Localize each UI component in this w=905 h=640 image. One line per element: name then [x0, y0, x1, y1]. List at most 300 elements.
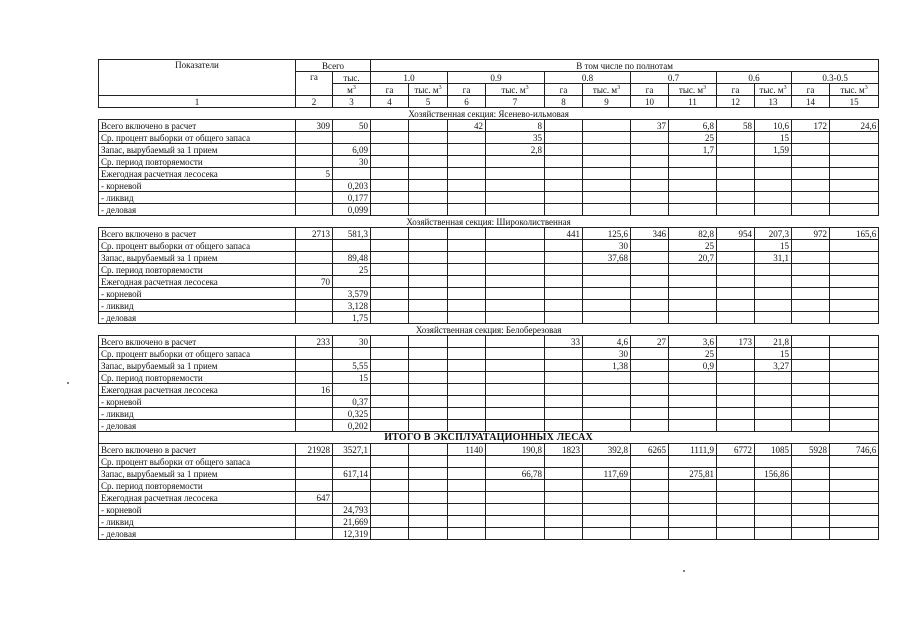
table-cell — [792, 372, 830, 384]
table-cell — [792, 504, 830, 516]
table-cell — [669, 300, 717, 312]
table-cell: 1111,9 — [669, 444, 717, 456]
row-label: Ср. период повторяемости — [99, 372, 296, 384]
table-cell — [631, 384, 669, 396]
table-cell — [371, 408, 409, 420]
table-cell — [371, 480, 409, 492]
table-cell — [755, 192, 792, 204]
table-cell: 3,128 — [333, 300, 371, 312]
table-cell — [545, 192, 583, 204]
table-row — [99, 528, 879, 540]
table-row — [99, 468, 879, 480]
table-cell — [792, 240, 830, 252]
table-cell — [448, 264, 486, 276]
table-cell — [448, 240, 486, 252]
density-header: 1.0 — [371, 72, 448, 84]
table-cell — [371, 492, 409, 504]
table-cell: 37 — [631, 120, 669, 132]
table-cell — [371, 372, 409, 384]
table-cell — [296, 504, 333, 516]
table-cell — [333, 168, 371, 180]
section-title-row — [99, 324, 879, 336]
table-cell — [792, 276, 830, 288]
table-cell — [830, 384, 879, 396]
table-cell: 2,8 — [486, 144, 545, 156]
table-cell — [545, 120, 583, 132]
table-cell — [296, 192, 333, 204]
table-cell — [583, 168, 631, 180]
table-cell — [792, 252, 830, 264]
table-cell — [631, 480, 669, 492]
table-cell — [486, 204, 545, 216]
table-cell — [830, 204, 879, 216]
table-cell — [545, 384, 583, 396]
row-label: Всего включено в расчет — [99, 444, 296, 456]
m3-text: м — [347, 84, 353, 95]
table-cell — [296, 132, 333, 144]
table-cell — [409, 168, 448, 180]
density-header: 0.8 — [545, 72, 631, 84]
table-cell — [545, 276, 583, 288]
table-row — [99, 120, 879, 132]
table-cell — [371, 168, 409, 180]
table-cell — [792, 204, 830, 216]
table-cell — [792, 396, 830, 408]
table-cell — [717, 492, 755, 504]
total-thousand-header: тыс. — [333, 72, 371, 84]
table-cell — [371, 504, 409, 516]
table-cell — [631, 264, 669, 276]
table-cell: 30 — [583, 240, 631, 252]
table-cell — [448, 480, 486, 492]
table-cell — [792, 132, 830, 144]
table-cell — [631, 360, 669, 372]
table-cell: 172 — [792, 120, 830, 132]
table-cell — [631, 396, 669, 408]
table-cell — [409, 192, 448, 204]
table-cell — [583, 492, 631, 504]
table-cell — [583, 456, 631, 468]
table-cell — [371, 336, 409, 348]
table-cell: 275,81 — [669, 468, 717, 480]
table-cell — [486, 408, 545, 420]
table-cell — [755, 312, 792, 324]
table-cell — [448, 156, 486, 168]
table-cell — [583, 156, 631, 168]
table-cell: 6265 — [631, 444, 669, 456]
table-cell — [669, 504, 717, 516]
table-cell — [409, 348, 448, 360]
table-cell: 70 — [296, 276, 333, 288]
table-cell — [792, 312, 830, 324]
table-cell — [486, 492, 545, 504]
table-cell — [669, 396, 717, 408]
column-number: 9 — [583, 96, 631, 108]
table-cell — [631, 240, 669, 252]
table-cell — [669, 456, 717, 468]
table-cell: 6772 — [717, 444, 755, 456]
section-title: ИТОГО В ЭКСПЛУАТАЦИОННЫХ ЛЕСАХ — [99, 432, 879, 444]
table-cell — [631, 276, 669, 288]
table-cell — [333, 348, 371, 360]
table-cell — [792, 516, 830, 528]
table-cell — [792, 156, 830, 168]
table-cell — [792, 168, 830, 180]
table-cell — [296, 300, 333, 312]
table-cell — [296, 516, 333, 528]
table-cell — [830, 336, 879, 348]
table-cell — [545, 504, 583, 516]
table-cell — [669, 180, 717, 192]
table-cell — [448, 300, 486, 312]
table-cell — [545, 300, 583, 312]
table-cell — [296, 156, 333, 168]
table-cell — [583, 528, 631, 540]
table-cell — [371, 348, 409, 360]
table-cell — [755, 372, 792, 384]
table-cell: 1823 — [545, 444, 583, 456]
table-cell — [717, 168, 755, 180]
total-header: Всего — [296, 60, 371, 72]
table-cell — [448, 360, 486, 372]
table-cell — [409, 300, 448, 312]
table-row — [99, 252, 879, 264]
table-cell — [792, 384, 830, 396]
table-cell — [669, 168, 717, 180]
table-cell — [371, 276, 409, 288]
table-cell — [669, 516, 717, 528]
table-row — [99, 504, 879, 516]
column-number: 15 — [830, 96, 879, 108]
table-cell — [296, 252, 333, 264]
table-cell — [545, 156, 583, 168]
sup3: 3 — [525, 84, 529, 91]
table-row — [99, 228, 879, 240]
table-cell — [448, 276, 486, 288]
table-cell — [631, 516, 669, 528]
row-label: Ежегодная расчетная лесосека — [99, 276, 296, 288]
table-cell — [631, 468, 669, 480]
table-cell — [545, 372, 583, 384]
table-cell — [486, 396, 545, 408]
table-cell — [755, 408, 792, 420]
table-cell — [486, 516, 545, 528]
table-cell — [448, 492, 486, 504]
table-cell — [448, 288, 486, 300]
table-cell — [486, 168, 545, 180]
column-number: 3 — [333, 96, 371, 108]
column-number: 7 — [486, 96, 545, 108]
table-row — [99, 480, 879, 492]
total-ha-header: га — [296, 72, 333, 96]
column-number: 12 — [717, 96, 755, 108]
table-cell — [792, 408, 830, 420]
table-cell — [830, 168, 879, 180]
table-cell — [631, 180, 669, 192]
column-number: 1 — [99, 96, 296, 108]
table-cell — [631, 252, 669, 264]
table-cell — [333, 132, 371, 144]
table-cell — [631, 312, 669, 324]
table-cell: 0,9 — [669, 360, 717, 372]
table-cell — [830, 156, 879, 168]
table-cell: 31,1 — [755, 252, 792, 264]
row-label: Ежегодная расчетная лесосека — [99, 384, 296, 396]
table-cell — [830, 456, 879, 468]
density-header: 0.9 — [448, 72, 545, 84]
table-cell — [631, 348, 669, 360]
table-cell — [669, 384, 717, 396]
table-row — [99, 408, 879, 420]
table-cell: 15 — [755, 240, 792, 252]
row-label: Ср. период повторяемости — [99, 264, 296, 276]
table-cell — [409, 228, 448, 240]
table-cell — [486, 264, 545, 276]
table-cell — [409, 480, 448, 492]
column-number: 11 — [669, 96, 717, 108]
table-cell — [830, 144, 879, 156]
table-cell — [486, 300, 545, 312]
table-cell: 1140 — [448, 444, 486, 456]
table-row — [99, 300, 879, 312]
table-cell — [583, 372, 631, 384]
table-cell — [448, 168, 486, 180]
table-row — [99, 144, 879, 156]
table-cell — [409, 336, 448, 348]
density-ha-header: га — [631, 84, 669, 96]
table-cell: 156,86 — [755, 468, 792, 480]
scan-speck — [67, 382, 69, 384]
table-cell — [830, 288, 879, 300]
table-cell: 173 — [717, 336, 755, 348]
table-cell: 125,6 — [583, 228, 631, 240]
table-cell — [631, 492, 669, 504]
table-cell — [717, 132, 755, 144]
table-cell — [631, 456, 669, 468]
table-row — [99, 204, 879, 216]
table-cell — [409, 456, 448, 468]
table-cell — [409, 516, 448, 528]
table-cell — [755, 516, 792, 528]
table-cell: 25 — [333, 264, 371, 276]
table-cell — [333, 384, 371, 396]
table-cell — [409, 360, 448, 372]
table-cell: 1,7 — [669, 144, 717, 156]
by-density-header: В том числе по полнотам — [371, 60, 879, 72]
table-cell — [371, 468, 409, 480]
table-cell — [717, 528, 755, 540]
table-row — [99, 348, 879, 360]
table-cell — [792, 348, 830, 360]
table-cell — [583, 180, 631, 192]
table-cell — [717, 204, 755, 216]
table-cell — [448, 336, 486, 348]
table-cell — [631, 528, 669, 540]
section-title-row — [99, 432, 879, 444]
table-cell — [545, 408, 583, 420]
table-cell — [669, 264, 717, 276]
table-cell — [545, 312, 583, 324]
table-cell — [830, 504, 879, 516]
table-cell — [717, 420, 755, 432]
table-cell — [669, 408, 717, 420]
table-cell — [486, 156, 545, 168]
table-cell — [448, 408, 486, 420]
table-cell: 746,6 — [830, 444, 879, 456]
section-title: Хозяйственная секция: Белоберезовая — [99, 324, 879, 336]
row-label: Ср. процент выборки от общего запаса — [99, 132, 296, 144]
table-cell: 117,69 — [583, 468, 631, 480]
table-cell — [371, 180, 409, 192]
row-label: Ср. процент выборки от общего запаса — [99, 348, 296, 360]
table-cell — [545, 168, 583, 180]
density-ha-header: га — [371, 84, 409, 96]
table-cell — [583, 408, 631, 420]
table-cell — [717, 288, 755, 300]
table-cell — [545, 144, 583, 156]
table-cell — [371, 156, 409, 168]
table-cell — [830, 516, 879, 528]
table-cell — [830, 408, 879, 420]
section-title: Хозяйственная секция: Широколиственная — [99, 216, 879, 228]
table-cell — [371, 456, 409, 468]
table-cell — [371, 360, 409, 372]
table-cell — [631, 156, 669, 168]
table-cell: 8 — [486, 120, 545, 132]
row-label: - корневой — [99, 504, 296, 516]
table-cell — [830, 468, 879, 480]
table-cell — [717, 192, 755, 204]
table-cell — [296, 420, 333, 432]
table-cell — [448, 420, 486, 432]
table-cell — [371, 420, 409, 432]
row-label: Всего включено в расчет — [99, 336, 296, 348]
table-cell — [448, 180, 486, 192]
scan-speck — [683, 570, 685, 572]
table-cell: 3,27 — [755, 360, 792, 372]
column-number: 8 — [545, 96, 583, 108]
table-cell: 1085 — [755, 444, 792, 456]
row-label: Ср. период повторяемости — [99, 156, 296, 168]
table-cell: 24,6 — [830, 120, 879, 132]
indicators-header: Показатели — [99, 60, 296, 96]
row-label: - деловая — [99, 420, 296, 432]
table-cell — [448, 192, 486, 204]
table-cell — [448, 516, 486, 528]
table-row — [99, 192, 879, 204]
table-cell — [409, 504, 448, 516]
table-cell — [717, 312, 755, 324]
table-cell — [717, 480, 755, 492]
row-label: - деловая — [99, 312, 296, 324]
table-cell — [545, 420, 583, 432]
table-cell — [409, 240, 448, 252]
table-cell — [583, 300, 631, 312]
table-cell — [631, 504, 669, 516]
table-cell: 5,55 — [333, 360, 371, 372]
table-cell — [371, 516, 409, 528]
table-cell — [830, 480, 879, 492]
table-cell — [448, 312, 486, 324]
table-cell — [792, 288, 830, 300]
table-cell — [583, 264, 631, 276]
table-cell — [755, 528, 792, 540]
row-label: Ср. период повторяемости — [99, 480, 296, 492]
table-cell — [755, 288, 792, 300]
table-cell — [333, 276, 371, 288]
section-title-row — [99, 108, 879, 120]
table-cell — [717, 408, 755, 420]
table-cell: 0,177 — [333, 192, 371, 204]
table-cell — [583, 192, 631, 204]
table-cell — [717, 180, 755, 192]
forest-cutting-table-sheet — [98, 59, 877, 540]
table-cell — [409, 252, 448, 264]
table-cell — [486, 420, 545, 432]
table-cell — [830, 528, 879, 540]
table-cell: 21,8 — [755, 336, 792, 348]
table-cell — [486, 384, 545, 396]
row-label: Ср. процент выборки от общего запаса — [99, 240, 296, 252]
table-cell — [296, 396, 333, 408]
table-cell — [792, 180, 830, 192]
table-row — [99, 516, 879, 528]
table-cell — [792, 144, 830, 156]
table-cell — [371, 228, 409, 240]
table-row — [99, 288, 879, 300]
table-cell — [631, 204, 669, 216]
table-cell: 1,59 — [755, 144, 792, 156]
table-cell — [409, 384, 448, 396]
table-cell — [409, 420, 448, 432]
table-row — [99, 360, 879, 372]
table-cell — [631, 132, 669, 144]
table-cell — [669, 276, 717, 288]
table-cell: 165,6 — [830, 228, 879, 240]
table-cell: 10,6 — [755, 120, 792, 132]
table-cell — [717, 156, 755, 168]
table-cell: 392,8 — [583, 444, 631, 456]
table-cell — [296, 348, 333, 360]
table-cell — [486, 348, 545, 360]
table-cell — [545, 528, 583, 540]
table-cell — [486, 288, 545, 300]
sup3: 3 — [438, 84, 442, 91]
sup3: 3 — [864, 84, 868, 91]
th-m3-text: тыс. м — [840, 84, 865, 95]
table-cell — [545, 204, 583, 216]
table-cell — [717, 252, 755, 264]
table-row — [99, 492, 879, 504]
table-cell: 33 — [545, 336, 583, 348]
table-row — [99, 264, 879, 276]
table-cell — [296, 180, 333, 192]
table-cell: 30 — [333, 156, 371, 168]
table-cell — [448, 528, 486, 540]
table-cell — [669, 312, 717, 324]
table-cell — [717, 456, 755, 468]
density-th-m3-header — [486, 84, 545, 96]
table-cell — [583, 132, 631, 144]
section-title: Хозяйственная секция: Ясенево-ильмовая — [99, 108, 879, 120]
table-cell — [669, 480, 717, 492]
table-cell: 581,3 — [333, 228, 371, 240]
table-cell — [371, 240, 409, 252]
table-cell — [830, 192, 879, 204]
table-cell — [755, 168, 792, 180]
table-cell — [333, 480, 371, 492]
table-cell — [545, 348, 583, 360]
